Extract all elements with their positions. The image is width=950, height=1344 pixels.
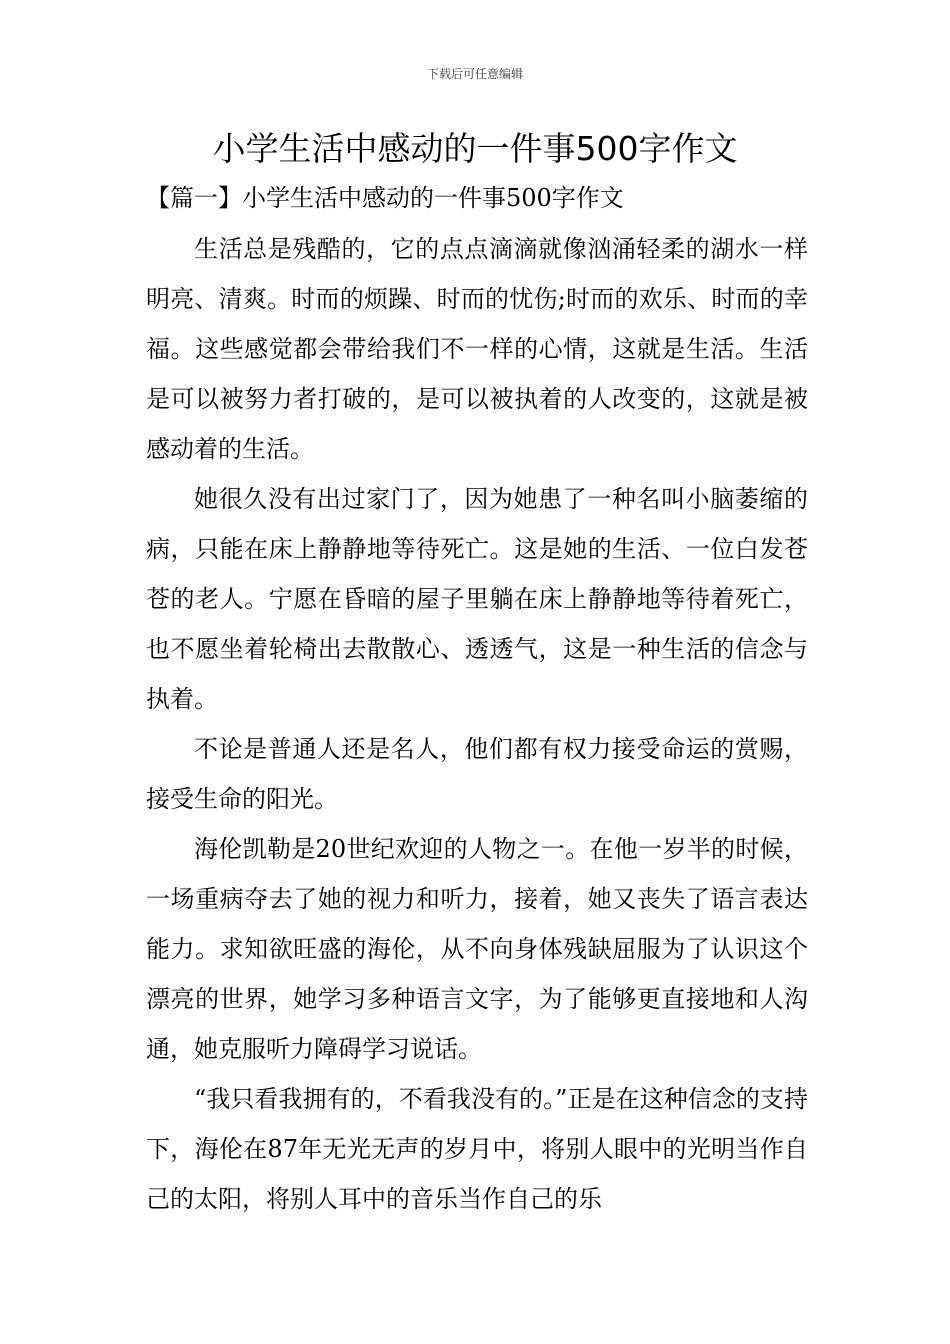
paragraph: 海伦凯勒是20世纪欢迎的人物之一。在他一岁半的时候，一场重病夺去了她的视力和听力，接着，她又丧失了语言表达能力。求知欲旺盛的海伦，从不向身体残缺屈服为了认识这个漂亮的世界，她学习多种语言文字，为了能够更直接地和人沟通，她克服听力障碍学习说话。 bbox=[146, 835, 808, 1063]
paragraph: “我只看我拥有的，不看我没有的。”正是在这种信念的支持下，海伦在87年无光无声的岁月中，将别人眼中的光明当作自己的太阳，将别人耳中的音乐当作自己的乐 bbox=[146, 1085, 808, 1213]
header-note: 下载后可任意编辑 bbox=[426, 67, 523, 81]
paragraph: 不论是普通人还是名人，他们都有权力接受命运的赏赐，接受生命的阳光。 bbox=[146, 735, 808, 813]
paragraph: 生活总是残酷的，它的点点滴滴就像汹涌轻柔的湖水一样明亮、清爽。时而的烦躁、时而的忧伤;时而的欢乐、时而的幸福。这些感觉都会带给我们不一样的心情，这就是生活。生活是可以被努力者打破的，是可以被执着的人改变的，这就是被感动着的生活。 bbox=[146, 235, 808, 463]
section-heading: 【篇一】小学生活中感动的一件事500字作文 bbox=[146, 184, 624, 212]
document-title: 小学生活中感动的一件事500字作文 bbox=[212, 129, 738, 168]
paragraph: 她很久没有出过家门了，因为她患了一种名叫小脑萎缩的病，只能在床上静静地等待死亡。这是她的生活、一位白发苍苍的老人。宁愿在昏暗的屋子里躺在床上静静地等待着死亡，也不愿坐着轮椅出去散散心、透透气，这是一种生活的信念与执着。 bbox=[146, 485, 808, 713]
article-body bbox=[146, 224, 808, 1224]
